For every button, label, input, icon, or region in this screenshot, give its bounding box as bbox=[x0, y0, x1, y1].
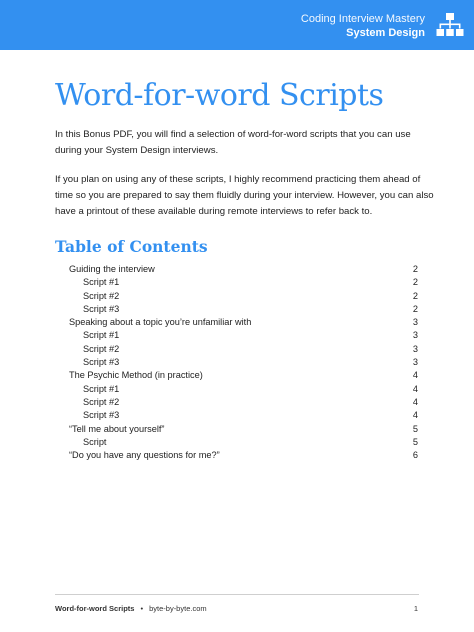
toc-entry-page[interactable]: 2 bbox=[412, 290, 418, 301]
toc-entry-page[interactable]: 2 bbox=[412, 277, 418, 288]
header-text bbox=[301, 12, 425, 40]
table-of-contents bbox=[0, 263, 474, 462]
toc-entry[interactable] bbox=[0, 423, 474, 436]
toc-entry-label[interactable]: Guiding the interview bbox=[69, 264, 155, 274]
toc-entry-page[interactable]: 2 bbox=[412, 303, 418, 314]
toc-entry[interactable] bbox=[0, 290, 474, 303]
toc-entry-label[interactable]: Speaking about a topic you’re unfamiliar with bbox=[69, 317, 252, 328]
toc-entry[interactable] bbox=[0, 449, 474, 462]
toc-entry-label[interactable]: “Tell me about yourself” bbox=[69, 423, 165, 434]
toc-entry-page[interactable]: 3 bbox=[412, 343, 418, 354]
footer-doc-title: Word-for-word Scripts bbox=[55, 604, 135, 613]
toc-entry-page[interactable]: 4 bbox=[412, 383, 418, 394]
toc-entry[interactable] bbox=[0, 263, 474, 276]
footer-site: byte-by-byte.com bbox=[149, 604, 207, 613]
page-footer bbox=[55, 604, 207, 613]
toc-entry-page[interactable]: 3 bbox=[412, 317, 418, 328]
toc-entry-page[interactable]: 3 bbox=[412, 357, 418, 368]
page-title: Word-for-word Scripts bbox=[55, 78, 384, 113]
toc-entry-page[interactable]: 4 bbox=[412, 410, 418, 421]
toc-entry-page[interactable]: 4 bbox=[412, 396, 418, 407]
toc-entry[interactable] bbox=[0, 329, 474, 342]
toc-entry-label[interactable]: Script #3 bbox=[83, 410, 120, 421]
toc-entry-label[interactable]: Script #2 bbox=[83, 290, 120, 301]
toc-entry[interactable] bbox=[0, 369, 474, 382]
toc-entry-label[interactable]: Script #3 bbox=[83, 303, 120, 314]
toc-heading: Table of Contents bbox=[55, 237, 208, 256]
toc-entry[interactable] bbox=[0, 356, 474, 369]
intro-paragraph: In this Bonus PDF, you will find a selection of word-for-word scripts that you can use during your System Design interviews. bbox=[55, 129, 411, 156]
toc-entry[interactable] bbox=[0, 436, 474, 449]
toc-entry[interactable] bbox=[0, 383, 474, 396]
header-module-name: System Design bbox=[346, 27, 425, 39]
toc-entry-label[interactable]: Script #1 bbox=[83, 330, 120, 341]
toc-entry[interactable] bbox=[0, 316, 474, 329]
toc-entry-label[interactable]: Script bbox=[83, 436, 107, 447]
toc-entry[interactable] bbox=[0, 396, 474, 409]
toc-entry-page[interactable]: 5 bbox=[412, 423, 418, 434]
toc-entry[interactable] bbox=[0, 303, 474, 316]
toc-entry-label[interactable]: Script #1 bbox=[83, 383, 120, 394]
toc-entry-label[interactable]: Script #1 bbox=[83, 277, 120, 288]
footer-divider bbox=[55, 594, 419, 595]
toc-entry-label[interactable]: Script #2 bbox=[83, 396, 120, 407]
toc-entry[interactable] bbox=[0, 276, 474, 289]
toc-entry-page[interactable]: 5 bbox=[412, 436, 418, 447]
advice-paragraph: If you plan on using any of these scripts, I highly recommend practicing them ahead of time so you are prepared to say them fluidly during your interview. However, you can also have a printout of these available during remote interviews to refer back to. bbox=[55, 174, 434, 217]
toc-entry-label[interactable]: The Psychic Method (in practice) bbox=[69, 370, 203, 381]
toc-entry-page[interactable]: 3 bbox=[412, 330, 418, 341]
toc-entry-label[interactable]: “Do you have any questions for me?” bbox=[69, 450, 220, 461]
toc-entry-label[interactable]: Script #2 bbox=[83, 343, 120, 354]
toc-entry-page[interactable]: 6 bbox=[412, 450, 418, 461]
toc-entry-page[interactable]: 2 bbox=[412, 264, 418, 274]
toc-entry-label[interactable]: Script #3 bbox=[83, 357, 120, 368]
toc-entry[interactable] bbox=[0, 343, 474, 356]
footer-separator: • bbox=[140, 604, 144, 613]
sitemap-icon bbox=[436, 12, 464, 38]
toc-entry-page[interactable]: 4 bbox=[412, 370, 418, 381]
header-course-name: Coding Interview Mastery bbox=[300, 13, 425, 25]
page-header bbox=[0, 0, 474, 50]
footer-page-number: 1 bbox=[413, 604, 418, 613]
toc-entry[interactable] bbox=[0, 409, 474, 422]
